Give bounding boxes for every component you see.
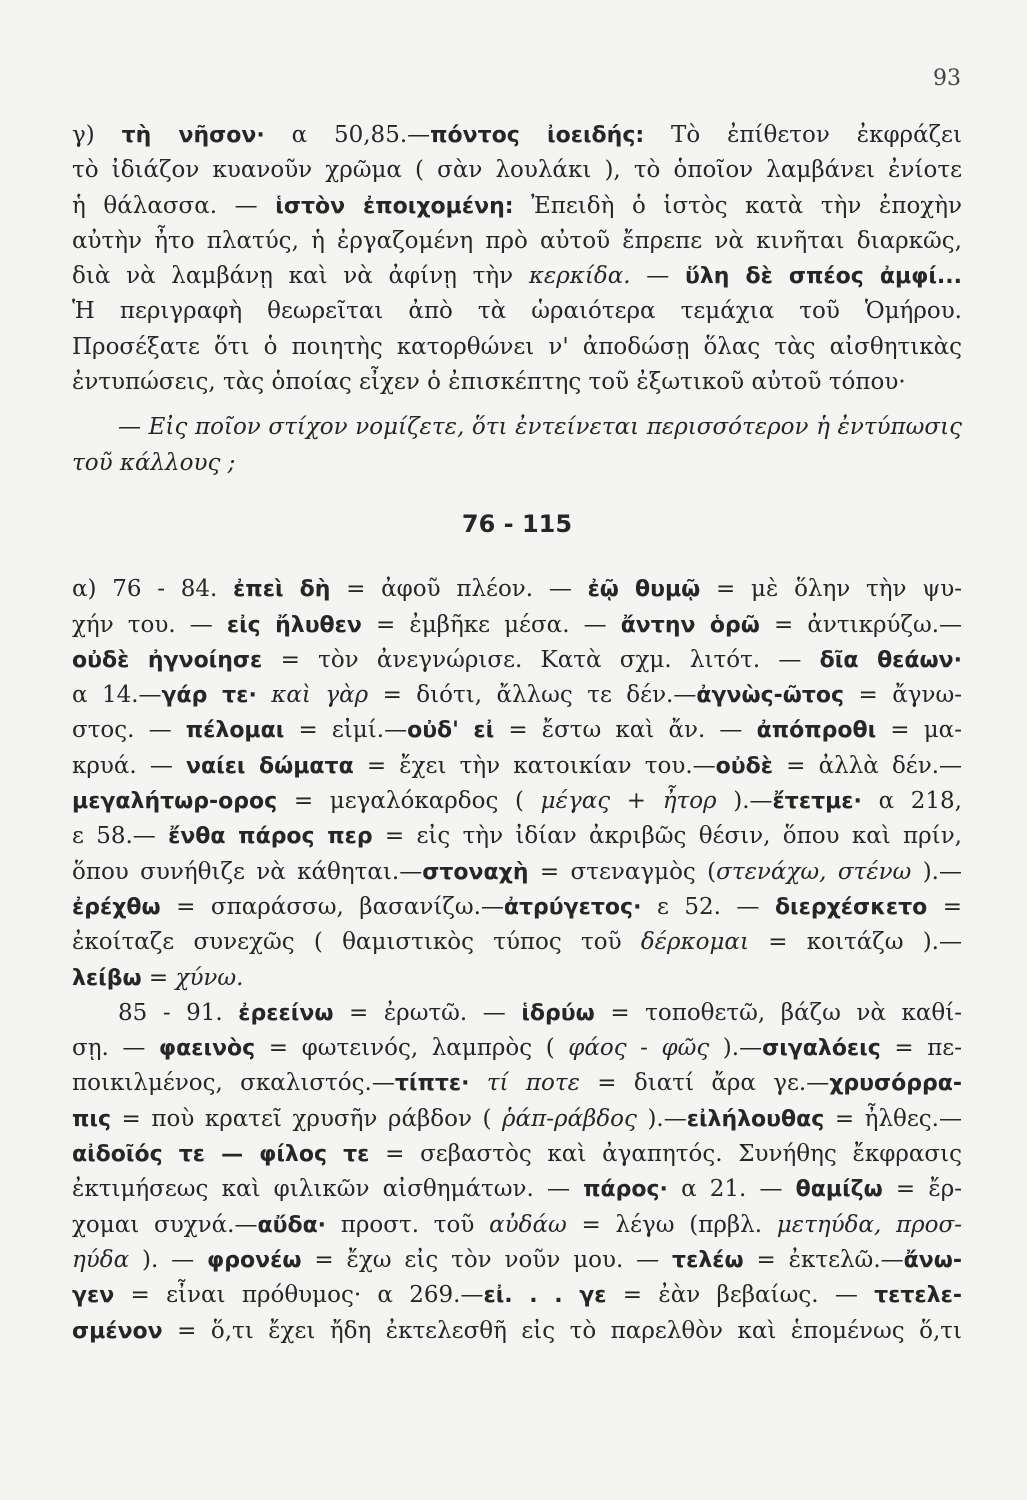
text-line [72,925,962,960]
bold-term: ἀπόπροθι [756,718,877,744]
bold-term: ναίει δώματα [186,753,354,779]
text-run: α 21. — [667,1176,796,1203]
paragraph-alpha [72,572,962,996]
bold-term: τελέω [672,1247,744,1273]
bold-term: τὴ νῆσον· [121,123,265,148]
text-line [72,410,962,445]
text-run: = διότι, ἄλλως τε δέν.— [368,682,697,709]
text-run: τὸ ἰδιάζον κυανοῦν χρῶμα ( σὰν λουλάκι ), τὸ ὁποῖον λαμβάνει ἐνίοτε [72,157,962,184]
bold-term: ἐπεὶ δὴ [233,577,331,603]
italic-text: τοῦ κάλλους ; [72,449,236,476]
text-line [72,890,962,925]
bold-term: ἀτρύγετος· [503,894,642,920]
text-line [72,365,962,400]
text-line [72,330,962,365]
text-run: ἡ θάλασσα. — [72,192,276,219]
text-run: = κοιτάζω ).— [748,929,962,956]
bold-term: στοναχὴ [422,859,529,885]
italic-text: φάος - φῶς [568,1035,710,1062]
bold-term: ἱστὸν ἐποιχομένη: [275,193,514,219]
text-run: = [141,964,176,991]
italic-text: καὶ γὰρ [271,682,369,709]
text-line [72,294,962,329]
text-run: ). — [129,1246,208,1273]
paragraph-gamma [72,118,962,400]
text-line [72,1102,962,1137]
text-run: = ἔρ- [882,1176,962,1203]
text-run: = στεναγμὸς ( [528,858,717,885]
text-run: = φωτεινός, λαμπρὸς ( [255,1035,569,1062]
page-number: 93 [933,66,961,91]
text-run: α 50,85.— [264,122,431,148]
text-line [72,1208,962,1243]
text-run: = ἀντικρύζω.— [759,611,962,638]
text-run: = ἀφοῦ πλέον. — [330,576,588,603]
text-run: ).— [716,788,773,815]
text-run: α 14.— [72,682,162,709]
bold-term: φρονέω [207,1247,302,1273]
text-run: ).— [636,1105,687,1132]
text-run: = σεβαστὸς καὶ ἀγαπητός. Συνήθης ἔκφρασις [369,1141,962,1168]
text-line [72,855,962,890]
italic-text: μέγας + ἦτορ [540,788,717,815]
italic-text: μετηύδα, προσ- [776,1211,962,1238]
bold-term: πέλομαι [185,718,285,744]
bold-term: σιγαλόεις [762,1036,881,1062]
text-run: α 218, [861,788,962,815]
text-run: προστ. τοῦ [326,1211,490,1238]
bold-term: ἄντην ὁρῶ [620,612,760,638]
text-run: ε 52. — [641,893,775,920]
italic-text: ηύδα [72,1246,130,1273]
text-run: = εἰς τὴν ἰδίαν ἀκριβῶς θέσιν, ὅπου καὶ πρίν, [372,823,962,850]
bold-term: θαμίζω [795,1177,883,1203]
text-run: = ἔστω καὶ ἄν. — [494,717,757,744]
italic-text: αὐδάω [489,1211,567,1238]
italic-text: — Εἰς ποῖον στίχον νομίζετε, ὅτι ἐντείνεται περισσότερον ἡ ἐντύπωσις [118,414,962,441]
text-run: 85 - 91. [118,999,239,1026]
text-run: διὰ νὰ λαμβάνῃ καὶ νὰ ἀφίνῃ τὴν [72,263,529,290]
bold-term: ὕλη δὲ σπέος ἀμφί... [684,264,962,290]
text-run: = ἔχω εἰς τὸν νοῦν μου. — [301,1246,673,1273]
text-run: = [927,893,962,920]
text-line [72,224,962,259]
body-text [72,118,962,1349]
bold-term: τετελε- [874,1283,962,1309]
text-run: κρυά. — [72,752,187,779]
bold-term: ἐρεείνω [238,1000,334,1026]
bold-term: ἐῷ θυμῷ [587,577,701,603]
text-line [72,1172,962,1207]
text-line [72,259,962,294]
text-run [257,682,271,708]
text-line [72,996,962,1031]
text-run: = μὲ ὅλην τὴν ψυ- [700,576,962,603]
italic-text: χύνω. [175,964,244,991]
bold-term: ἀγνὼς-ῶτος [696,683,845,709]
bold-term: ἔνθα πάρος περ [168,824,373,850]
text-run: χήν του. — [72,611,227,638]
text-run: = ἄγνω- [844,682,962,709]
text-line [72,784,962,819]
text-run: αὐτὴν ἦτο πλατύς, ἡ ἐργαζομένη πρὸ αὐτοῦ ἔπρεπε νὰ κινῆται διαρκῶς, [72,227,962,254]
text-run: = τὸν ἀνεγνώρισε. Κατὰ σχμ. λιτότ. — [262,646,820,673]
text-run: ποικιλμένος, σκαλιστός.— [72,1070,395,1097]
bold-term: εἰς ἤλυθεν [226,612,362,638]
text-run: = πε- [880,1035,962,1062]
text-run: ἐκτιμήσεως καὶ φιλικῶν αἰσθημάτων. — [72,1176,584,1203]
text-run: = μα- [876,717,962,744]
bold-term: χρυσόρρα- [829,1071,962,1097]
text-line [72,1278,962,1313]
bold-term: οὐδ' εἰ [407,718,495,744]
text-line [72,446,962,481]
text-line [72,1066,962,1101]
text-line [72,608,962,643]
text-run: Προσέξατε ὅτι ὁ ποιητὴς κατορθώνει ν' ἀποδώσῃ ὅλας τὰς αἰσθητικὰς [72,333,962,360]
text-run: σῃ. — [72,1035,159,1062]
text-run: = ὅ,τι ἔχει ἤδη ἐκτελεσθῆ εἰς τὸ παρελθὸν καὶ ἑπομένως ὅ,τι [162,1317,962,1344]
bold-term: πόντος ἰοειδής: [430,123,645,148]
text-line [72,643,962,678]
text-run: ).— [911,858,962,885]
bold-term: ἄνω- [903,1247,962,1273]
italic-text: ῥάπ-ράβδος [502,1105,637,1132]
bold-term: φαεινὸς [158,1036,256,1062]
text-run: = εἰμί.— [284,717,408,744]
text-run: ε 58.— [72,823,169,850]
text-line [72,961,962,996]
bold-term: διερχέσκετο [774,894,928,920]
text-line [72,118,962,153]
italic-text: δέρκομαι [640,929,749,956]
text-line [72,713,962,748]
text-run: = ἐρωτῶ. — [333,999,522,1026]
bold-term: λείβω [72,965,142,991]
bold-term: ἐρέχθω [72,894,161,920]
text-run: = ἀλλὰ δέν.— [773,752,962,779]
bold-term: σμένον [72,1318,163,1344]
text-run: χομαι συχνά.— [72,1211,258,1238]
text-run: γ) [72,122,122,148]
text-line [72,189,962,224]
text-run: Τὸ ἐπίθετον ἐκφράζει [644,122,962,148]
bold-term: δῖα θεάων· [819,647,962,673]
bold-term: οὐδὲ [715,753,774,779]
bold-term: αὔδα· [257,1212,327,1238]
text-line [72,1031,962,1066]
text-run: Ἐπειδὴ ὁ ἱστὸς κατὰ τὴν ἐποχὴν [513,192,962,219]
italic-text: κερκίδα. [528,263,631,290]
text-run: = μεγαλόκαρδος ( [277,788,541,815]
text-line [72,678,962,713]
text-line [72,1243,962,1278]
italic-text: τί ποτε [486,1070,580,1097]
text-run: = λέγω (πρβλ. [566,1211,777,1238]
bold-term: πάρος· [583,1177,668,1203]
text-run: = ἐὰν βεβαίως. — [606,1282,875,1309]
text-run: Ἡ περιγραφὴ θεωρεῖται ἀπὸ τὰ ὡραιότερα τεμάχια τοῦ Ὁμήρου. [72,298,962,325]
bold-term: μεγαλήτωρ-ορος [72,789,278,815]
text-run: = ἦλθες.— [824,1105,962,1132]
bold-term: ἱδρύω [521,1000,595,1026]
text-run: = τοποθετῶ, βάζω νὰ καθί- [594,999,962,1026]
bold-term: τίπτε· [394,1071,470,1097]
text-line [72,749,962,784]
text-run: = σπαράσσω, βασανίζω.— [160,893,504,920]
text-run: ).— [709,1035,763,1062]
text-line [72,1137,962,1172]
text-run [470,1070,487,1096]
italic-text: στενάχω, στένω [716,858,912,885]
text-run: ὅπου συνήθιζε νὰ κάθηται.— [72,858,423,885]
question-paragraph [72,410,962,481]
text-run: = ἐμβῆκε μέσα. — [361,611,621,638]
text-line [72,1314,962,1349]
text-run: = ἔχει τὴν κατοικίαν του.— [353,752,716,779]
bold-term: αἰδοῖός τε — φίλος τε [72,1142,370,1168]
section-heading: 76 - 115 [461,509,573,538]
text-run: ἐκοίταζε συνεχῶς ( θαμιστικὸς τύπος τοῦ [72,929,641,956]
text-run: = εἶναι πρόθυμος· α 269.— [114,1282,484,1309]
bold-term: εἰ. . . γε [483,1283,607,1309]
bold-term: ἔτετμε· [772,789,862,815]
text-run: = διατί ἄρα γε.— [579,1070,830,1097]
bold-term: γεν [72,1283,115,1309]
text-run: ἐντυπώσεις, τὰς ὁποίας εἶχεν ὁ ἐπισκέπτης τοῦ ἐξωτικοῦ αὐτοῦ τόπου· [72,369,906,396]
text-run: = ποὺ κρατεῖ χρυσῆν ράβδον ( [111,1105,503,1132]
text-run: α) 76 - 84. [72,576,234,603]
text-line [72,572,962,607]
bold-term: οὐδὲ ἠγνοίησε [72,647,263,673]
text-line [72,153,962,188]
text-run: = ἐκτελῶ.— [743,1246,904,1273]
paragraph-85-91 [72,996,962,1349]
bold-term: γάρ τε· [161,683,257,709]
text-run: στος. — [72,717,186,744]
bold-term: πις [72,1106,112,1132]
text-line [72,819,962,854]
text-run: — [630,263,685,290]
bold-term: εἰλήλουθας [686,1106,825,1132]
